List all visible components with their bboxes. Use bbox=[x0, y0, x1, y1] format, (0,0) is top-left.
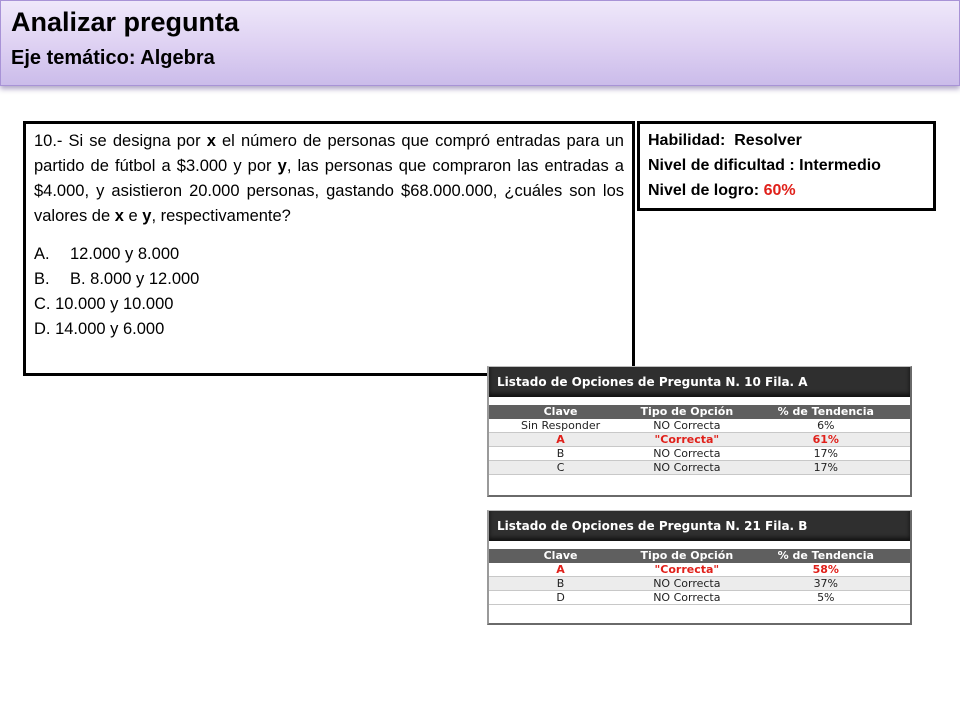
cell-tipo: NO Correcta bbox=[632, 447, 741, 461]
difficulty-value: Intermedio bbox=[799, 157, 881, 174]
question-text-part: 10.- Si se designa por bbox=[34, 132, 207, 150]
cell-clave: B bbox=[489, 447, 632, 461]
skill-line bbox=[648, 128, 933, 153]
title-banner bbox=[0, 0, 960, 86]
column-header-tendencia: % de Tendencia bbox=[742, 549, 910, 563]
cell-tendencia: 61% bbox=[742, 433, 910, 447]
cell-clave: Sin Responder bbox=[489, 419, 632, 433]
table-row bbox=[489, 419, 910, 433]
question-variable: y bbox=[277, 157, 287, 175]
cell-tipo: NO Correcta bbox=[632, 591, 741, 605]
table-row bbox=[489, 447, 910, 461]
question-variable: x bbox=[114, 207, 124, 225]
page-title: Analizar pregunta bbox=[11, 7, 240, 37]
cell-clave: B bbox=[489, 577, 632, 591]
table-row bbox=[489, 563, 910, 577]
answer-option bbox=[34, 242, 624, 267]
table-row bbox=[489, 433, 910, 447]
answer-option-letter: A. bbox=[34, 245, 50, 263]
page-subtitle: Eje temático: Algebra bbox=[11, 47, 215, 69]
skill-value: Resolver bbox=[734, 132, 802, 149]
info-box bbox=[637, 121, 936, 211]
achievement-label: Nivel de logro: bbox=[648, 182, 760, 199]
cell-tendencia: 6% bbox=[742, 419, 910, 433]
column-header-clave: Clave bbox=[489, 549, 632, 563]
cell-tipo: "Correcta" bbox=[632, 563, 741, 577]
cell-tipo: NO Correcta bbox=[632, 419, 741, 433]
column-header-clave: Clave bbox=[489, 405, 632, 419]
question-text-part: , respectivamente? bbox=[151, 207, 291, 225]
question-variable: y bbox=[142, 207, 152, 225]
cell-tipo: NO Correcta bbox=[632, 461, 741, 475]
cell-tendencia: 37% bbox=[742, 577, 910, 591]
cell-clave: D bbox=[489, 591, 632, 605]
cell-tendencia: 5% bbox=[742, 591, 910, 605]
cell-tendencia: 17% bbox=[742, 447, 910, 461]
table-row bbox=[489, 461, 910, 475]
cell-tendencia: 58% bbox=[742, 563, 910, 577]
achievement-value: 60% bbox=[763, 182, 796, 199]
question-text bbox=[34, 129, 624, 229]
options-table-title: Listado de Opciones de Pregunta N. 10 Fila. A bbox=[489, 367, 910, 397]
question-text-part: el número de personas que compró entradas para un partido de fútbol a $3.000 y por bbox=[34, 132, 624, 175]
question-options bbox=[34, 242, 624, 342]
answer-option-text: 12.000 y 8.000 bbox=[70, 245, 180, 263]
answer-option bbox=[34, 317, 624, 342]
column-header-tendencia: % de Tendencia bbox=[742, 405, 910, 419]
column-header-tipo: Tipo de Opción bbox=[632, 549, 741, 563]
cell-tendencia: 17% bbox=[742, 461, 910, 475]
difficulty-label: Nivel de dificultad : bbox=[648, 157, 795, 174]
options-table-panel-2 bbox=[487, 510, 912, 625]
cell-clave: C bbox=[489, 461, 632, 475]
cell-tipo: "Correcta" bbox=[632, 433, 741, 447]
question-variable: x bbox=[206, 132, 216, 150]
cell-clave: A bbox=[489, 563, 632, 577]
options-table-panel-1 bbox=[487, 366, 912, 497]
table-row bbox=[489, 577, 910, 591]
skill-label: Habilidad: bbox=[648, 132, 726, 149]
answer-option bbox=[34, 292, 624, 317]
answer-option-text: B. 8.000 y 12.000 bbox=[70, 270, 200, 288]
difficulty-line bbox=[648, 153, 933, 178]
question-text-part: , las personas que compraron las entradas a $4.000, y asistieron 20.000 personas, gastando $68.000.000, ¿cuáles son los valores de bbox=[34, 157, 624, 225]
column-header-tipo: Tipo de Opción bbox=[632, 405, 741, 419]
table-row bbox=[489, 591, 910, 605]
question-box bbox=[23, 121, 635, 376]
answer-option-text: D. 14.000 y 6.000 bbox=[34, 320, 165, 338]
cell-tipo: NO Correcta bbox=[632, 577, 741, 591]
options-table bbox=[489, 405, 910, 475]
answer-option bbox=[34, 267, 624, 292]
answer-option-letter: B. bbox=[34, 270, 50, 288]
question-text-part: e bbox=[123, 207, 143, 225]
cell-clave: A bbox=[489, 433, 632, 447]
answer-option-text: C. 10.000 y 10.000 bbox=[34, 295, 174, 313]
options-table bbox=[489, 549, 910, 605]
achievement-line bbox=[648, 178, 933, 203]
options-table-title: Listado de Opciones de Pregunta N. 21 Fila. B bbox=[489, 511, 910, 541]
